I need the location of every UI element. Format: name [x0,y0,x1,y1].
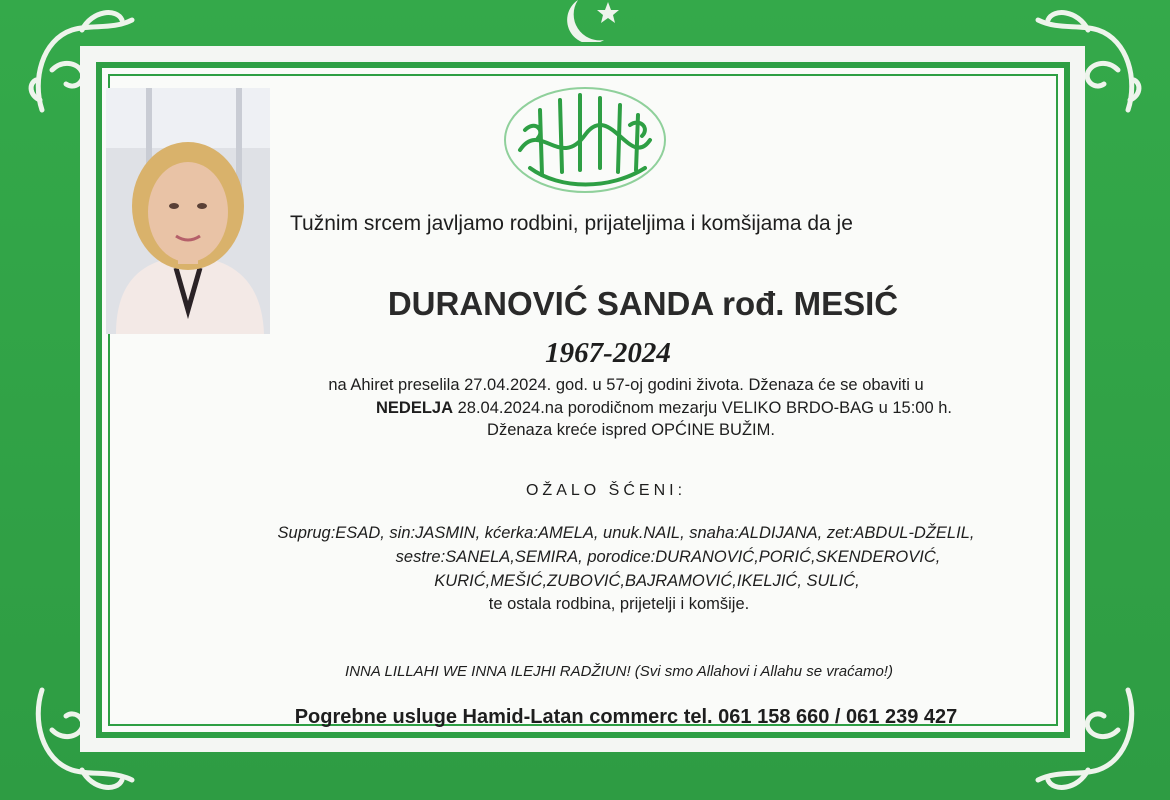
death-date-line: na Ahiret preselila 27.04.2024. god. u 57-oj godini života. Dženaza će se obaviti u [328,376,924,394]
family-line: te ostala rodbina, prijetelji i komšije. [488,595,750,613]
family-line: Suprug:ESAD, sin:JASMIN, kćerka:AMELA, unuk.NAIL, snaha:ALDIJANA, zet:ABDUL-DŽELIL, [277,524,975,542]
family-line: sestre:SANELA,SEMIRA, porodice:DURANOVIĆ,PORIĆ,SKENDEROVIĆ, [395,548,941,566]
intro-text: Tužnim srcem javljamo rodbini, prijateljima i komšijama da je [290,212,853,235]
procession-line: Dženaza kreće ispred OPĆINE BUŽIM. [487,421,775,439]
mourners-heading: OŽALO ŠĆENI: [525,482,687,499]
funeral-day: NEDELJA [376,399,454,417]
crescent-star-icon [548,0,628,42]
funeral-service-contact: Pogrebne usluge Hamid-Latan commerc tel. 061 158 660 / 061 239 427 [294,706,958,728]
arabic-calligraphy-icon [500,80,670,198]
deceased-name: DURANOVIĆ SANDA rođ. MESIĆ [387,285,899,322]
funeral-details: 28.04.2024.na porodičnom mezarju VELIKO BRDO-BAG u 15:00 h. [453,399,952,417]
prayer-text: INNA LILLAHI WE INNA ILEJHI RADŽIUN! (Svi smo Allahovi i Allahu se vraćamo!) [345,663,893,680]
life-years: 1967-2024 [545,337,671,369]
family-line: KURIĆ,MEŠIĆ,ZUBOVIĆ,BAJRAMOVIĆ,IKELJIĆ, SULIĆ, [434,572,860,590]
